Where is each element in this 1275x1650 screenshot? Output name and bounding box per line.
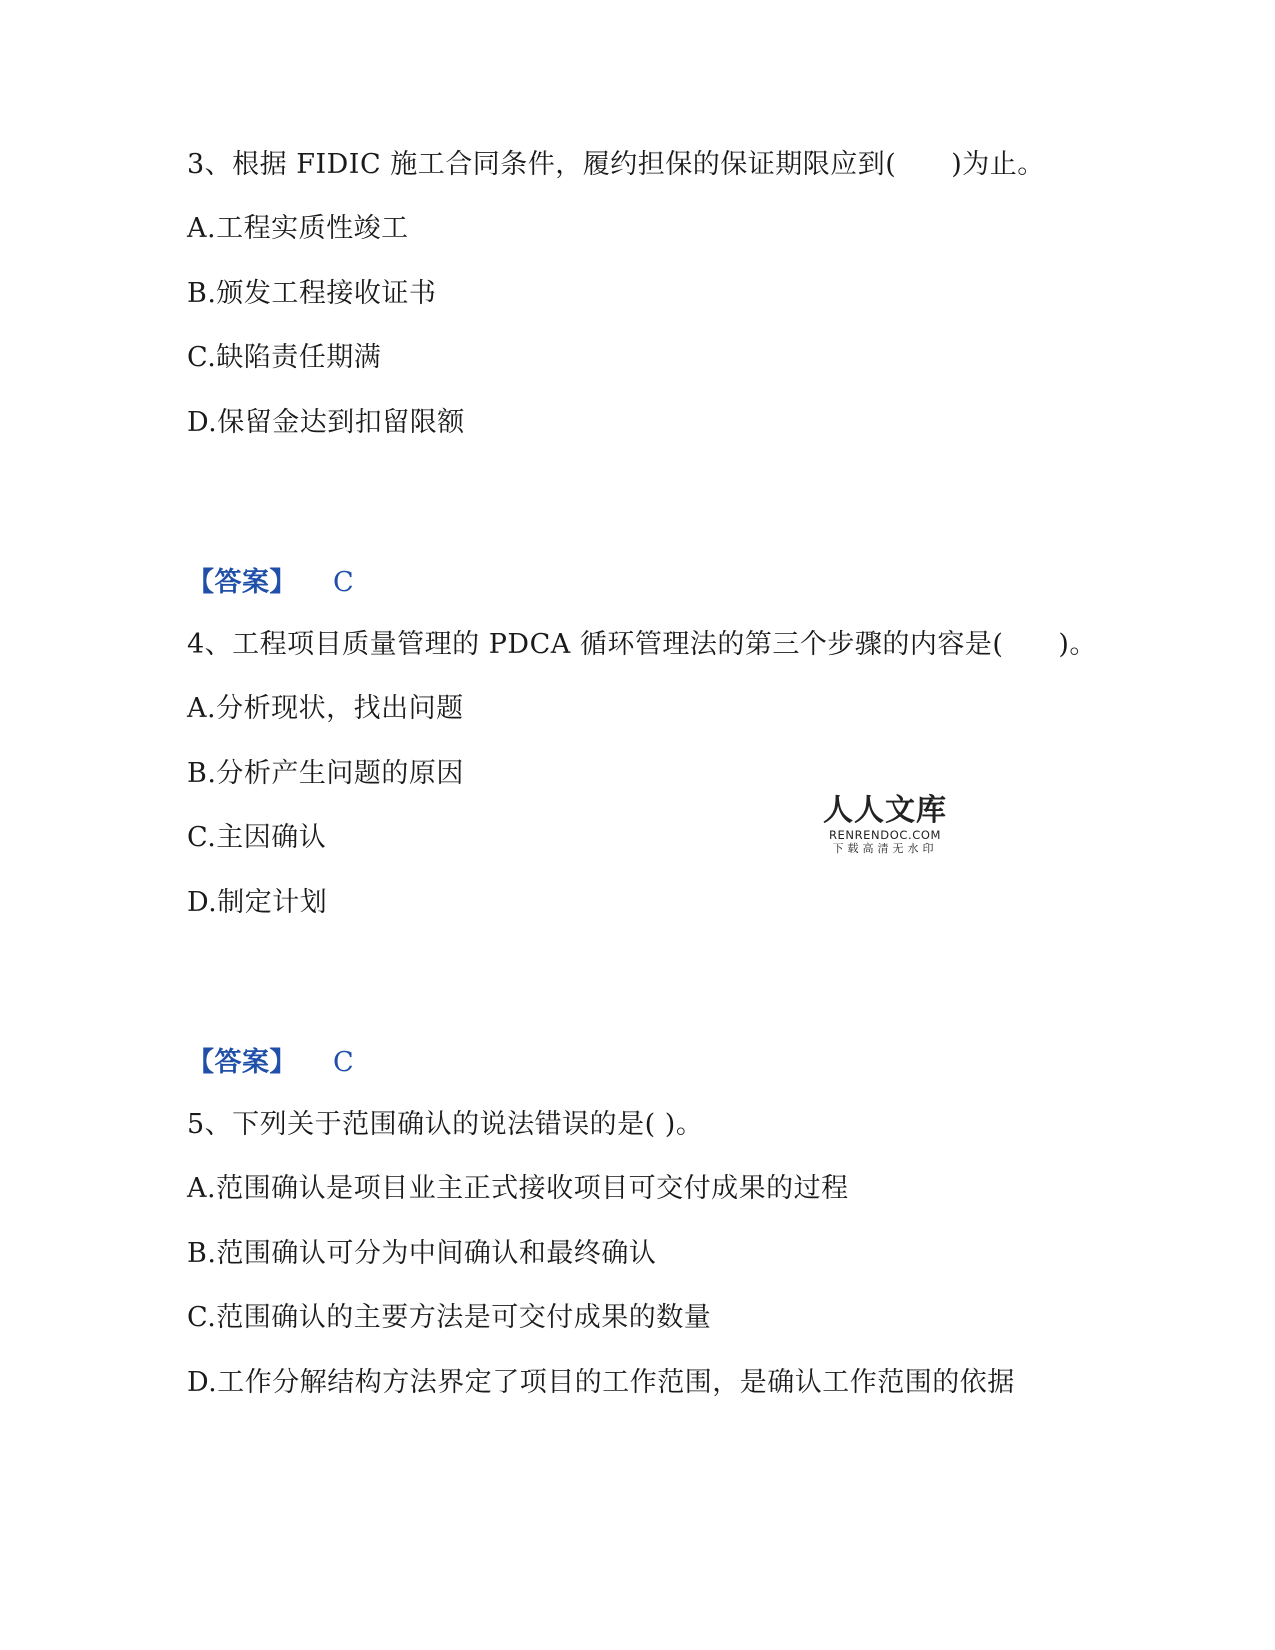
question-3-option-b: B.颁发工程接收证书 (187, 278, 437, 309)
answer-value: C (333, 1047, 355, 1078)
question-5-option-a: A.范围确认是项目业主正式接收项目可交付成果的过程 (187, 1173, 849, 1204)
question-3-option-a: A.工程实质性竣工 (187, 213, 409, 244)
question-4-option-c: C.主因确认 (187, 822, 327, 853)
question-3-option-c: C.缺陷责任期满 (187, 342, 382, 373)
question-5-option-c: C.范围确认的主要方法是可交付成果的数量 (187, 1302, 712, 1333)
watermark-logo (820, 794, 950, 856)
question-4-option-a: A.分析现状，找出问题 (187, 693, 464, 724)
question-3-option-d: D.保留金达到扣留限额 (187, 407, 465, 438)
answer-value: C (333, 567, 355, 598)
watermark-subtitle: 下载高清无水印 (832, 842, 938, 855)
question-4-option-d: D.制定计划 (187, 887, 328, 918)
question-3-answer (187, 566, 354, 600)
question-4-stem: 4、工程项目质量管理的 PDCA 循环管理法的第三个步骤的内容是( )。 (187, 629, 1097, 660)
question-5-option-d: D.工作分解结构方法界定了项目的工作范围，是确认工作范围的依据 (187, 1367, 1015, 1398)
question-4-answer (187, 1046, 354, 1080)
answer-label: 【答案】 (187, 567, 297, 598)
watermark-domain: RENRENDOC.COM (828, 828, 942, 842)
question-5-option-b: B.范围确认可分为中间确认和最终确认 (187, 1238, 657, 1269)
answer-label: 【答案】 (187, 1047, 297, 1078)
question-4-option-b: B.分析产生问题的原因 (187, 758, 464, 789)
watermark-title: 人人文库 (823, 793, 947, 828)
question-3-stem: 3、根据 FIDIC 施工合同条件，履约担保的保证期限应到( )为止。 (187, 149, 1045, 180)
question-5-stem: 5、下列关于范围确认的说法错误的是( )。 (187, 1109, 704, 1140)
